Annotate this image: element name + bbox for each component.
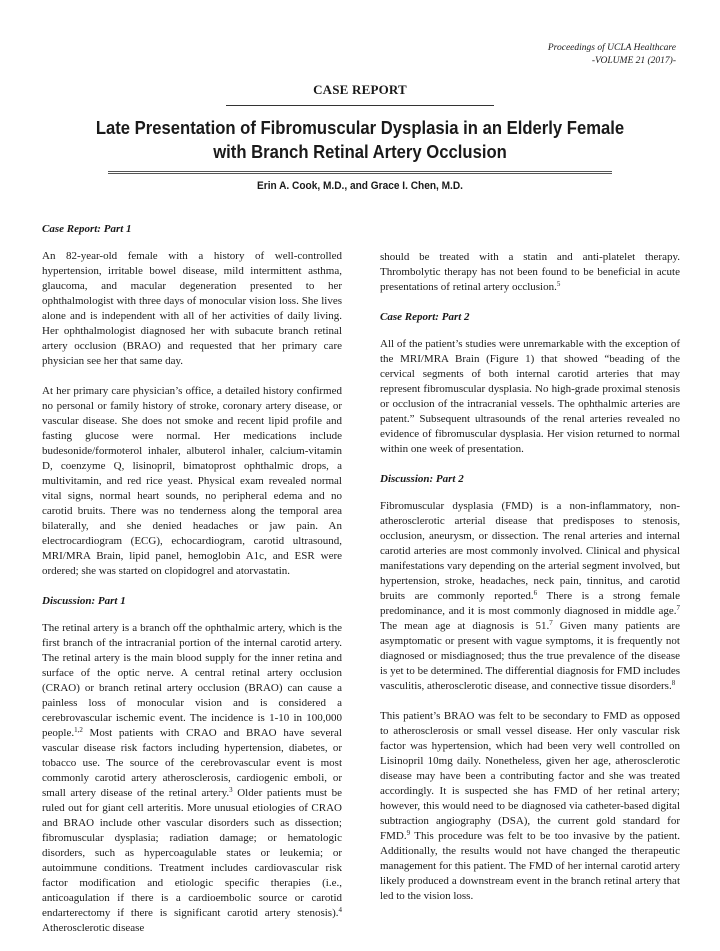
title-line-2: with Branch Retinal Artery Occlusion [213,141,507,162]
paragraph [42,621,342,936]
text-run: The mean age at diagnosis is 51. [380,620,550,632]
citation: 3 [229,786,233,794]
journal-header [316,42,676,68]
citation: 9 [406,829,411,837]
journal-name: Proceedings of UCLA Healthcare [547,43,676,53]
text-run: should be treated with a statin and anti-platelet therapy. Thrombolytic therapy has not been found to be beneficial in acute presentations of retinal artery occlusion. [380,251,680,293]
text-run: Fibromuscular dysplasia (FMD) is a non-inflammatory, non-atherosclerotic arterial disease that predisposes to stenosis, occlusion, aneurysm, or dissection. The renal arteries and internal carotid arteries are most commonly involved. Clinical and physical manifestations vary depending on the arterial segment involved, but hypertension, stroke, headaches, neck pain, tinnitus, and carotid bruits are commonly reported. [380,500,680,602]
section-heading-discussion-part-1: Discussion: Part 1 [42,595,126,607]
text-run: The retinal artery is a branch off the ophthalmic artery, which is the first branch of the intracranial portion of the internal carotid artery. The retinal artery is the main blood supply for the inner retina and surface of the optic nerve. A central retinal artery occlusion (CRAO) or branch retinal artery occlusion (BRAO) can cause a painless loss of monocular vision and is considered a cerebrovascular ischemic event. The incidence is 1-10 in 100,000 people. [42,622,342,739]
paragraph [380,499,680,694]
right-column [380,250,680,919]
citation: 8 [671,679,676,687]
citation: 7 [676,604,680,612]
text-run: Older patients must be ruled out for giant cell arteritis. More unusual etiologies of CRAO and BRAO include other vascular disorders such as dissection; fibromuscular dysplasia; radiation damage; or hematologic disorders, such as hypercoagulable states or leukemia; or autoimmune conditions. Treatment includes cardiovascular risk factor modification and etiologic specific therapies (i.e., anticoagulation if there is a cardioembolic source or carotid endarterectomy if there is significant carotid artery stenosis). [42,787,342,919]
text-run: Given many patients are asymptomatic or present with vague symptoms, it is frequently not diagnosed or misdiagnosed; thus the true prevalence of the disease is yet to be determined. The differential diagnosis for FMD includes vasculitis, atherosclerotic disease, and connective tissue disorders. [380,620,680,692]
section-heading-case-part-1: Case Report: Part 1 [42,223,132,235]
paragraph: All of the patient’s studies were unremarkable with the exception of the MRI/MRA Brain (Figure 1) that showed “beading of the cervical segments of both internal carotid arteries that may represent fibromuscular dysplasia. No high-grade proximal stenosis or occlusion of the intracranial vessels. The ophthalmic arteries are patent.” Subsequent ultrasounds of the renal arteries revealed no evidence of fibromuscular dysplasia. Her vision returned to normal within one week of presentation. [380,338,680,455]
citation: 7 [549,619,553,627]
title-line-1: Late Presentation of Fibromuscular Dysplasia in an Elderly Female [95,117,625,138]
left-column [42,222,342,951]
text-run: Atherosclerotic disease [42,922,145,934]
text-run: There is a strong female predominance, and it is most commonly diagnosed in middle age. [380,590,680,617]
journal-volume: -VOLUME 21 (2017)- [591,56,676,66]
paragraph [380,709,680,904]
text-run: This procedure was felt to be too invasive by the patient. Additionally, the results would not have changed the therapeutic management for this patient. The FMD of her internal carotid artery likely produced a downstream event in the branch retinal artery that led to the vision loss. [380,830,680,902]
text-run: Most patients with CRAO and BRAO have several vascular disease risk factors including hypertension, diabetes, or tobacco use. The source of the cerebrovascular event is most commonly carotid artery atherosclerosis, cardiogenic emboli, or small artery disease of the retinal artery. [42,727,342,799]
citation: 6 [533,589,538,597]
text-run: This patient’s BRAO was felt to be secondary to FMD as opposed to atherosclerosis or small vessel disease. Her only vascular risk factor was hypertension, which had been very well controlled on Lisinopril 10mg daily. Nonetheless, given her age, atherosclerotic disease may have been a contributing factor and she was treated accordingly. It is suspected she has FMD of her retinal artery; however, this would need to be diagnosed via catheter-based digital subtraction angiography (DSA), the current gold standard for FMD. [380,710,680,842]
title-divider-bottom [108,171,612,174]
citation: 5 [556,280,561,288]
section-heading-discussion-part-2: Discussion: Part 2 [380,473,464,485]
title-divider-top [226,105,494,106]
paragraph: At her primary care physician’s office, a detailed history confirmed no personal or family history of stroke, coronary artery disease, or vascular disease. She does not smoke and recent lipid profile and fasting glucose were normal. Her medications include budesonide/formoterol inhaler, albuterol inhaler, calcium-vitamin D, coenzyme Q, lisinopril, bimatoprost ophthalmic drops, a multivitamin, and red rice yeast. Physical exam revealed normal vital signs, normal heart sounds, no peripheral edema and no carotid bruits. There was no tenderness along the temporal area bilaterally, and she denied headaches or jaw pain. An electrocardiogram (ECG), echocardiogram, carotid ultrasound, MRI/MRA Brain, lipid panel, hemoglobin A1c, and ESR were ordered; she was started on clopidogrel and atorvastatin. [42,385,342,577]
report-type: CASE REPORT [313,82,407,97]
paragraph [380,250,680,295]
section-heading-case-part-2: Case Report: Part 2 [380,311,470,323]
author-list: Erin A. Cook, M.D., and Grace I. Chen, M.D. [257,180,463,192]
citation: 4 [338,906,342,914]
paragraph: An 82-year-old female with a history of well-controlled hypertension, irritable bowel disease, mild intermittent asthma, glaucoma, and macular degeneration presented to her ophthalmologist with three days of monocular vision loss. She lives alone and is independent with all of her activities of daily living. Her ophthalmologist diagnosed her with subacute branch retinal artery occlusion (BRAO) and requested that her primary care physician see her that same day. [42,250,342,367]
citation: 1,2 [74,726,83,734]
article-title [90,116,630,164]
